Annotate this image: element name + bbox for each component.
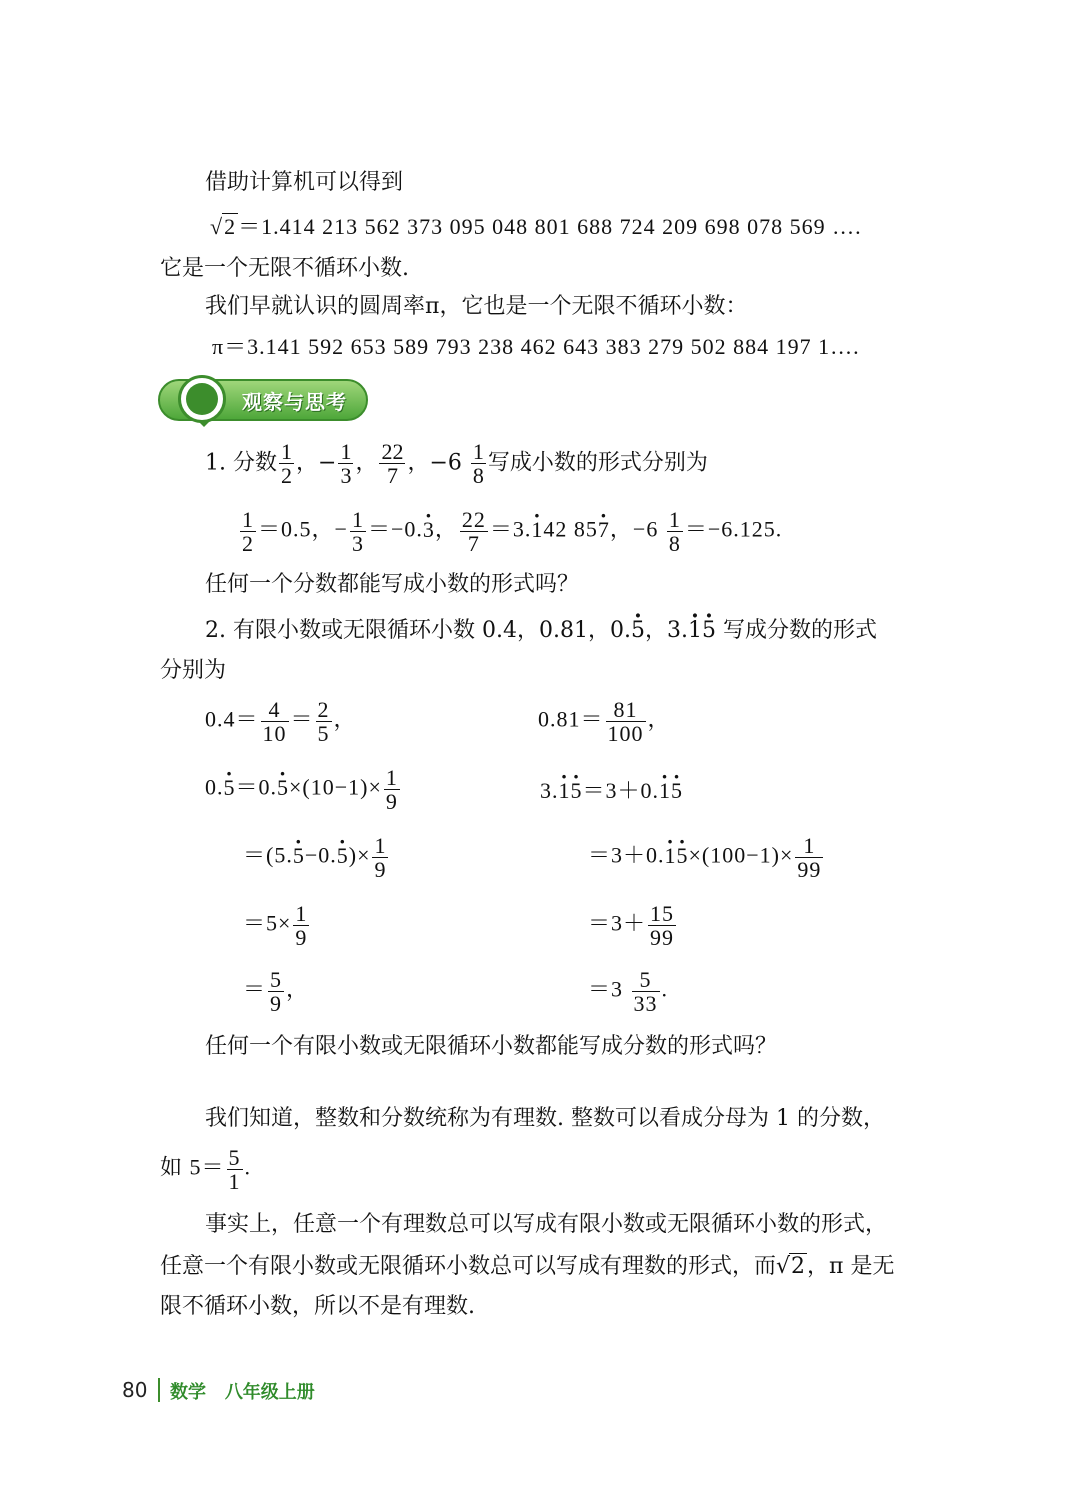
para2-line1: 事实上，任意一个有理数总可以写成有限小数或无限循环小数的形式， (205, 1212, 888, 1237)
calc-3-15-step3: ＝3＋ $\frac{15}{99}$ (588, 901, 675, 951)
observe-think-banner (158, 375, 370, 425)
calc-0-5-step1: 0.· 5＝0.· 5×(10−1)× $\frac{1}{9}$ (205, 766, 402, 813)
calc-0-5-step3: ＝5× $\frac{1}{9}$ (243, 901, 308, 951)
banner-label: 观察与思考 (242, 390, 347, 414)
page-number: 80 (122, 1378, 148, 1402)
calc-3-15-result: ＝3 $\frac{5}{33}$ . (588, 967, 669, 1017)
para1-line1: 我们知道，整数和分数统称为有理数. 整数可以看成分母为 1 的分数， (205, 1106, 885, 1131)
q2-statement-cont: 分别为 (160, 658, 227, 683)
sqrt2-note: 它是一个无限不循环小数. (160, 256, 409, 281)
q1-question: 任何一个分数都能写成小数的形式吗？ (205, 572, 580, 597)
reading-student-icon (178, 375, 226, 423)
q2-question: 任何一个有限小数或无限循环小数都能写成分数的形式吗？ (205, 1034, 778, 1059)
frac-1-3: $\frac{1}{3}$ (340, 439, 352, 489)
q1-answers: $\frac{1}{2}$ ＝0.5，− $\frac{1}{3}$ ＝−0.· 3， $\frac{22}{7}$ ＝3.· 142 85· 7，−6 $\frac{1}{8}$ ＝−6.125. (238, 508, 782, 555)
calc-3-15-step2: ＝3＋0.· 1· 5×(100−1)× $\frac{1}{99}$ (588, 834, 825, 881)
q2-statement: 2. 有限小数或无限循环小数 0.4，0.81，0.· 5，3.· 1· 5 写成分数的形式 (205, 618, 877, 643)
calc-0-5-step2: ＝(5.· 5−0.· 5)× $\frac{1}{9}$ (243, 834, 390, 881)
para2-line3: 限不循环小数，所以不是有理数. (160, 1294, 475, 1319)
footer-book: 数学 八年级上册 (170, 1382, 315, 1403)
calc-0-5-result: ＝ $\frac{5}{9}$ ， (243, 967, 310, 1017)
frac-1-2: $\frac{1}{2}$ (280, 439, 292, 489)
footer-divider (158, 1378, 160, 1402)
intro-text: 借助计算机可以得到 (205, 170, 404, 195)
para1-line2: 如 5＝ $\frac{5}{1}$ . (160, 1145, 252, 1195)
sqrt2-expansion: √2＝1.414 213 562 373 095 048 801 688 724 209 698 078 569 …. (210, 214, 862, 239)
sqrt2: √2 (210, 214, 237, 239)
pi-expansion: π＝3.141 592 653 589 793 238 462 643 383 279 502 884 197 1…. (212, 334, 860, 359)
calc-3-15-step1: 3.· 1· 5＝3＋0.· 1· 5 (540, 778, 683, 803)
calc-0-4: 0.4＝ $\frac{4}{10}$ ＝ $\frac{2}{5}$ ， (205, 697, 357, 747)
pi-intro: 我们早就认识的圆周率π，它也是一个无限不循环小数： (205, 294, 748, 319)
q1-statement: 1. 分数 $\frac{1}{2}$ ，− $\frac{1}{3}$ ， $\frac{22}{7}$ ，−6 $\frac{1}{8}$ 写成小数的形式分别为 (205, 439, 708, 489)
para2-line2: 任意一个有限小数或无限循环小数总可以写成有理数的形式，而√2，π 是无 (160, 1254, 895, 1279)
frac-1-8: $\frac{1}{8}$ (472, 439, 484, 489)
calc-0-81: 0.81＝ $\frac{81}{100}$ ， (538, 697, 671, 747)
frac-22-7: $\frac{22}{7}$ (381, 439, 404, 489)
